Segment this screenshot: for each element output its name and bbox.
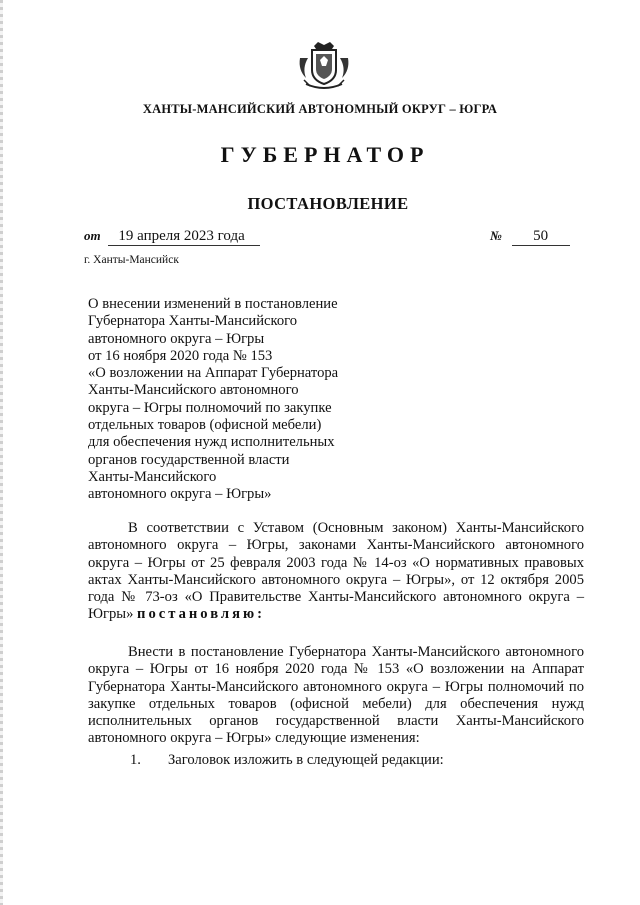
amendment-paragraph: Внести в постановление Губернатора Ханты-Мансийского автономного округа – Югры от 16 ноября 2020 года № 153 «О возложении на Аппарат Губернатора Ханты-Мансийского автономного округа – Югры полномочий по закупке отдельных товаров (офисной мебели) для обеспечения нужд исполнительных органов государственной власти Ханты-Мансийского автономного округа – Югры» следующие изменения: — [88, 644, 584, 747]
subject-line: автономного округа – Югры — [88, 330, 265, 347]
number-prefix: № — [490, 228, 502, 243]
decree-word: постановляю: — [137, 606, 265, 623]
date-prefix: от — [84, 228, 101, 243]
subject-line: отдельных товаров (офисной мебели) — [88, 417, 322, 434]
subject-line: Ханты-Мансийского автономного — [88, 382, 299, 399]
scan-edge — [0, 0, 3, 905]
date-field — [84, 228, 260, 246]
document-subject — [88, 296, 388, 504]
subject-line: О внесении изменений в постановление — [88, 296, 338, 312]
subject-line: автономного округа – Югры» — [88, 486, 272, 503]
city: г. Ханты-Мансийск — [84, 254, 179, 266]
list-item-text: Заголовок изложить в следующей редакции: — [168, 752, 444, 768]
subject-line: Ханты-Мансийского — [88, 468, 217, 485]
list-item-number: 1. — [130, 752, 141, 768]
document-type: ПОСТАНОВЛЕНИЕ — [247, 194, 409, 213]
subject-line: Губернатора Ханты-Мансийского — [88, 313, 298, 330]
subject-line: от 16 ноября 2020 года № 153 — [88, 347, 273, 364]
preamble-paragraph — [88, 520, 584, 624]
number-field — [490, 228, 570, 246]
document-date: 19 апреля 2023 года — [108, 228, 260, 246]
subject-line: округа – Югры полномочий по закупке — [88, 399, 332, 416]
region-title: ХАНТЫ-МАНСИЙСКИЙ АВТОНОМНЫЙ ОКРУГ – ЮГРА — [142, 102, 498, 116]
document-number: 50 — [512, 228, 570, 246]
coat-of-arms-icon — [296, 40, 352, 92]
subject-line: для обеспечения нужд исполнительных — [88, 434, 335, 451]
list-item — [130, 752, 444, 769]
authority-title: ГУБЕРНАТОР — [220, 142, 430, 167]
preamble-text: В соответствии с Уставом (Основным законом) Ханты-Мансийского автономного округа – Югры, законами Ханты-Мансийского автономного округа – Югры от 25 февраля 2003 года № 14-оз «О нормативных правовых актах Ханты-Мансийского автономного округа – Югры», от 12 октября 2005 года № 73-оз «О Правительстве Ханты-Мансийского автономного округа – Югры» — [88, 520, 584, 623]
subject-line: «О возложении на Аппарат Губернатора — [88, 365, 339, 382]
subject-line: органов государственной власти — [88, 451, 290, 468]
